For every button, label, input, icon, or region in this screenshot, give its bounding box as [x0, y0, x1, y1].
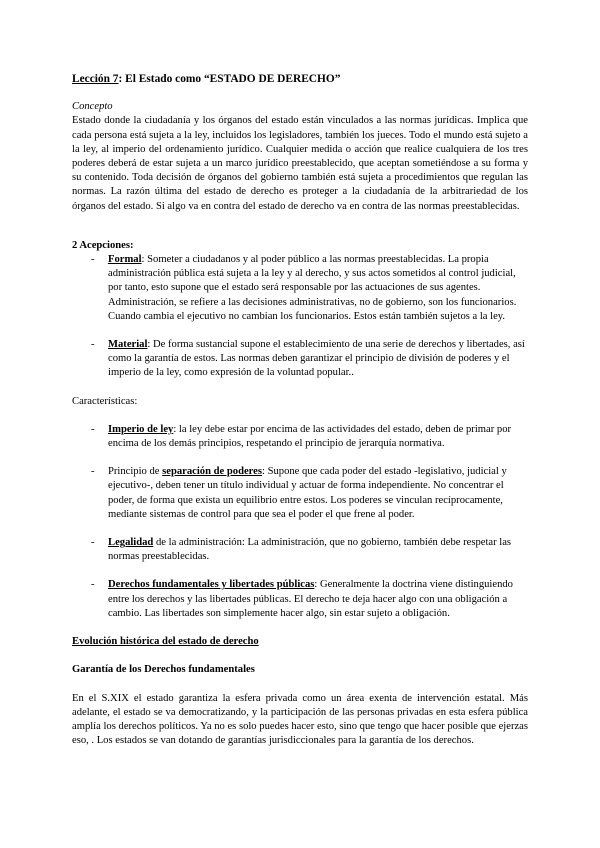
- text-legalidad: de la administración: La administración, que no gobierno, también debe respetar las normas preestablecidas.: [108, 537, 512, 563]
- text-derechos: : Generalmente la doctrina viene distinguiendo entre los derechos y las libertades públicas. El derecho te deja hacer algo con una obligación a cambio. Las libertades son simplemente hacer algo, sin estar sujeto a obligación.: [108, 579, 513, 619]
- dash-bullet: -: [91, 254, 95, 266]
- text-material: : De forma sustancial supone el establecimiento de una serie de derechos y libertades, así como la garantía de estos. Las normas deben garantizar el principio de división de poderes y el imperio de la ley, como expresión de la voluntad popular..: [108, 339, 525, 379]
- term-imperio: Imperio de ley: [108, 423, 174, 435]
- text-formal: : Someter a ciudadanos y al poder público a las normas preestablecidas. La propia administración pública está sujeta a la ley y al derecho, y sus actos sometidos al control judicial, por tanto, esto supone que el estado será responsable por las actuaciones de sus agentes. Administración, se refiere a las decisiones administrativas, no de gobierno, son los funcionarios. Cuando cambia el ejecutivo no cambian los funcionarios. Estos están también sujetos a la ley.: [108, 254, 517, 322]
- term-formal: Formal: [108, 254, 142, 266]
- list-item-separacion: [72, 465, 528, 522]
- lesson-number: Lección 7: [72, 73, 119, 85]
- acepciones-heading: 2 Acepciones:: [72, 239, 134, 251]
- dash-bullet: -: [91, 579, 95, 591]
- dash-bullet: -: [91, 537, 95, 549]
- term-legalidad: Legalidad: [108, 537, 154, 549]
- lesson-title-text: : El Estado como “ESTADO DE DERECHO”: [118, 73, 341, 85]
- dash-bullet: -: [91, 339, 95, 351]
- list-item-material: [72, 338, 528, 381]
- list-item-imperio: [72, 423, 528, 451]
- caracteristicas-list: [72, 423, 528, 621]
- text-separacion: : Supone que cada poder del estado -legislativo, judicial y ejecutivo-, deben tener un título individual y actuar de forma independiente. No concentrar el poder, de forma que exista un equilibrio entre estos. Los poderes se vinculan recíprocamente, mediante sistemas de control para que sea el poder el que frene al poder.: [108, 466, 507, 520]
- list-item-formal: [72, 253, 528, 324]
- lesson-title: [72, 72, 528, 86]
- acepciones-list: [72, 253, 528, 381]
- dash-bullet: -: [91, 466, 95, 478]
- garantia-subheading: Garantía de los Derechos fundamentales: [72, 664, 255, 676]
- caracteristicas-heading: Características:: [72, 395, 138, 407]
- document-page: [72, 72, 528, 748]
- list-item-derechos: [72, 578, 528, 621]
- dash-bullet: -: [91, 423, 95, 435]
- concept-paragraph: Estado donde la ciudadanía y los órganos del estado están vinculados a las normas jurídicas. Implica que cada persona está sujeta a la ley, incluidos los legisladores, también los jueces. Todo el mundo está sujeto a la ley, al imperio del ordenamiento jurídico. Cualquier medida o acción que realice cualquiera de los tres poderes deberá de estar sujeta a un marco jurídico preestablecido, que aceptan sometiéndose a su forma y su contenido. Toda decisión de órganos del gobierno también está sujeta a procedimientos que regulan las normas. La razón última del estado de derecho es proteger a la ciudadanía de la arbitrariedad de los órganos del estado. Si algo va en contra del estado de derecho va en contra de las normas preestablecidas.: [72, 115, 528, 212]
- term-separacion: separación de poderes: [162, 466, 262, 478]
- evolucion-paragraph: En el S.XIX el estado garantiza la esfera privada como un área exenta de intervención estatal. Más adelante, el estado se va democratizando, y la participación de las personas privadas en esta esfera pública amplía los derechos políticos. Ya no es solo puedes hacer esto, sino que tengo que hacer posible que ejerzas eso, . Los estados se van dotando de garantías jurisdiccionales para la garantía de los derechos.: [72, 692, 528, 747]
- list-item-legalidad: [72, 536, 528, 564]
- evolucion-heading: Evolución histórica del estado de derecho: [72, 636, 259, 648]
- term-derechos: Derechos fundamentales y libertades públicas: [108, 579, 315, 591]
- text-imperio: : la ley debe estar por encima de las actividades del estado, deben de primar por encima de los demás principios, respetando el principio de jerarquía normativa.: [108, 423, 512, 450]
- pre-separacion: Principio de: [108, 466, 163, 478]
- term-material: Material: [108, 339, 148, 351]
- concept-label: Concepto: [72, 101, 113, 113]
